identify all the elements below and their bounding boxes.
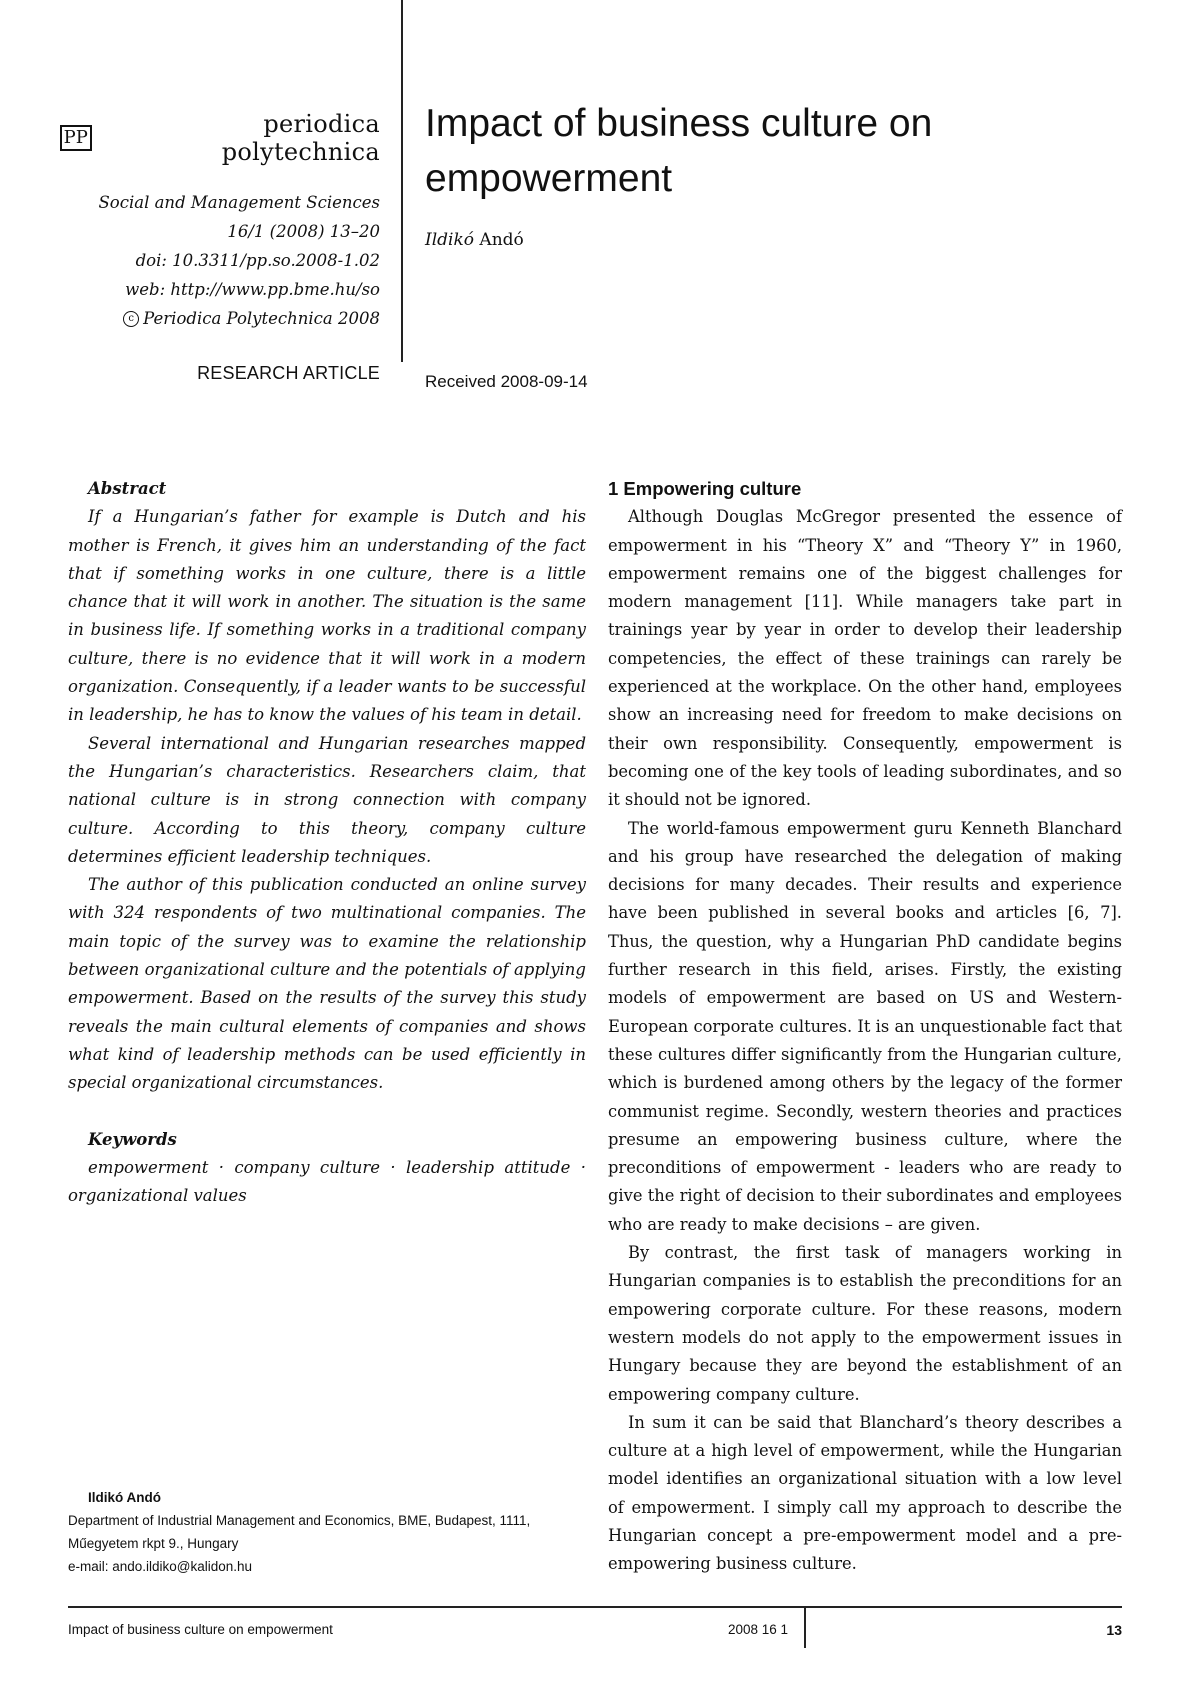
- journal-header: [60, 110, 380, 384]
- abstract-paragraph: Several international and Hungarian researches mapped the Hungarian’s characteristics. Researchers claim, that national culture is in strong connection with company culture. According to this theory, company culture determines efficient leadership techniques.: [68, 733, 586, 866]
- copyright: [60, 304, 380, 333]
- affiliation-address: Műegyetem rkpt 9., Hungary: [68, 1536, 239, 1551]
- keywords-heading: Keywords: [88, 1129, 177, 1149]
- abstract-paragraph: The author of this publication conducted an online survey with 324 respondents of two multinational companies. The main topic of the survey was to examine the relationship between organizational culture and the potentials of applying empowerment. Based on the results of the survey this study reveals the main cultural elements of companies and shows what kind of leadership methods can be used efficiently in special organizational circumstances.: [68, 875, 586, 1093]
- keywords-block: [68, 1126, 586, 1211]
- author-last-name: Andó: [479, 230, 524, 250]
- page-number: 13: [1106, 1622, 1122, 1638]
- section-heading: 1 Empowering culture: [608, 478, 802, 499]
- footer-separator: [804, 1606, 806, 1648]
- journal-volume: 16/1 (2008) 13–20: [227, 222, 380, 241]
- volume-issue: 2008 16 1: [728, 1622, 789, 1637]
- received-date: Received 2008-09-14: [425, 372, 588, 391]
- journal-series: Social and Management Sciences: [98, 193, 380, 212]
- affiliation-department: Department of Industrial Management and Economics, BME, Budapest, 1111,: [68, 1513, 531, 1528]
- author-first-name: Ildikó: [425, 230, 475, 250]
- journal-logo-icon: PP: [60, 125, 92, 151]
- body-paragraph: By contrast, the first task of managers working in Hungarian companies is to establish the preconditions for an empowering corporate culture. For these reasons, modern western models do not apply to the empowerment issues in Hungary because they are beyond the establishment of an empowering company culture.: [608, 1243, 1122, 1404]
- abstract-column: [68, 475, 586, 1210]
- body-paragraph: The world-famous empowerment guru Kenneth Blanchard and his group have researched the delegation of making decisions for many decades. Their results and experience have been published in several books and articles [6, 7]. Thus, the question, why a Hungarian PhD candidate begins further research in this field, arises. Firstly, the existing models of empowerment are based on US and Western-European corporate cultures. It is an unquestionable fact that these cultures differ significantly from the Hungarian culture, which is burdened among others by the legacy of the former communist regime. Secondly, western theories and practices presume an empowering business culture, where the preconditions of empowerment - leaders who are ready to give the right of decision to their subordinates and employees who are ready to make decisions – are given.: [608, 818, 1122, 1234]
- copyright-text: Periodica Polytechnica 2008: [143, 309, 380, 328]
- doi-link[interactable]: doi: 10.3311/pp.so.2008-1.02: [135, 251, 380, 270]
- journal-logo: [60, 110, 380, 166]
- article-author: [425, 230, 524, 250]
- article-title: Impact of business culture on empowerment: [425, 102, 933, 200]
- article-type: RESEARCH ARTICLE: [197, 363, 380, 383]
- keywords-text: empowerment · company culture · leadership attitude · organizational values: [68, 1157, 586, 1206]
- header-divider: [401, 0, 403, 362]
- affiliation-name: Ildikó Andó: [88, 1490, 161, 1505]
- copyright-icon: c: [123, 311, 139, 327]
- abstract-heading: Abstract: [88, 479, 167, 498]
- affiliation-email[interactable]: e-mail: ando.ildiko@kalidon.hu: [68, 1559, 253, 1574]
- body-column: [608, 475, 1122, 1579]
- body-paragraph: In sum it can be said that Blanchard’s theory describes a culture at a high level of empowerment, while the Hungarian model identifies an organizational situation with a low level of empowerment. I simply call my approach to describe the Hungarian concept a pre-empowerment model and a pre-empowering business culture.: [608, 1412, 1122, 1574]
- abstract-paragraph: If a Hungarian’s father for example is Dutch and his mother is French, it gives him an understanding of the fact that if something works in one culture, there is a little chance that it will work in another. The situation is the same in business life. If something works in a traditional company culture, there is no evidence that it will work in a modern organization. Consequently, if a leader wants to be successful in leadership, he has to know the values of his team in detail.: [68, 507, 586, 725]
- journal-meta: [60, 188, 380, 333]
- body-paragraph: Although Douglas McGregor presented the essence of empowerment in his “Theory X” and “Theory Y” in 1960, empowerment remains one of the biggest challenges for modern management [11]. While managers take part in trainings year by year in order to develop their leadership competencies, the effect of these trainings can rarely be experienced at the workplace. On the other hand, employees show an increasing need for freedom to make decisions on their own responsibility. Consequently, empowerment is becoming one of the key tools of leading subordinates, and so it should not be ignored.: [608, 507, 1122, 810]
- web-link[interactable]: web: http://www.pp.bme.hu/so: [125, 280, 380, 299]
- journal-name: periodica polytechnica: [221, 110, 380, 166]
- running-title: Impact of business culture on empowerment: [68, 1622, 333, 1637]
- footer-divider: [68, 1606, 1122, 1608]
- author-affiliation: [68, 1486, 588, 1578]
